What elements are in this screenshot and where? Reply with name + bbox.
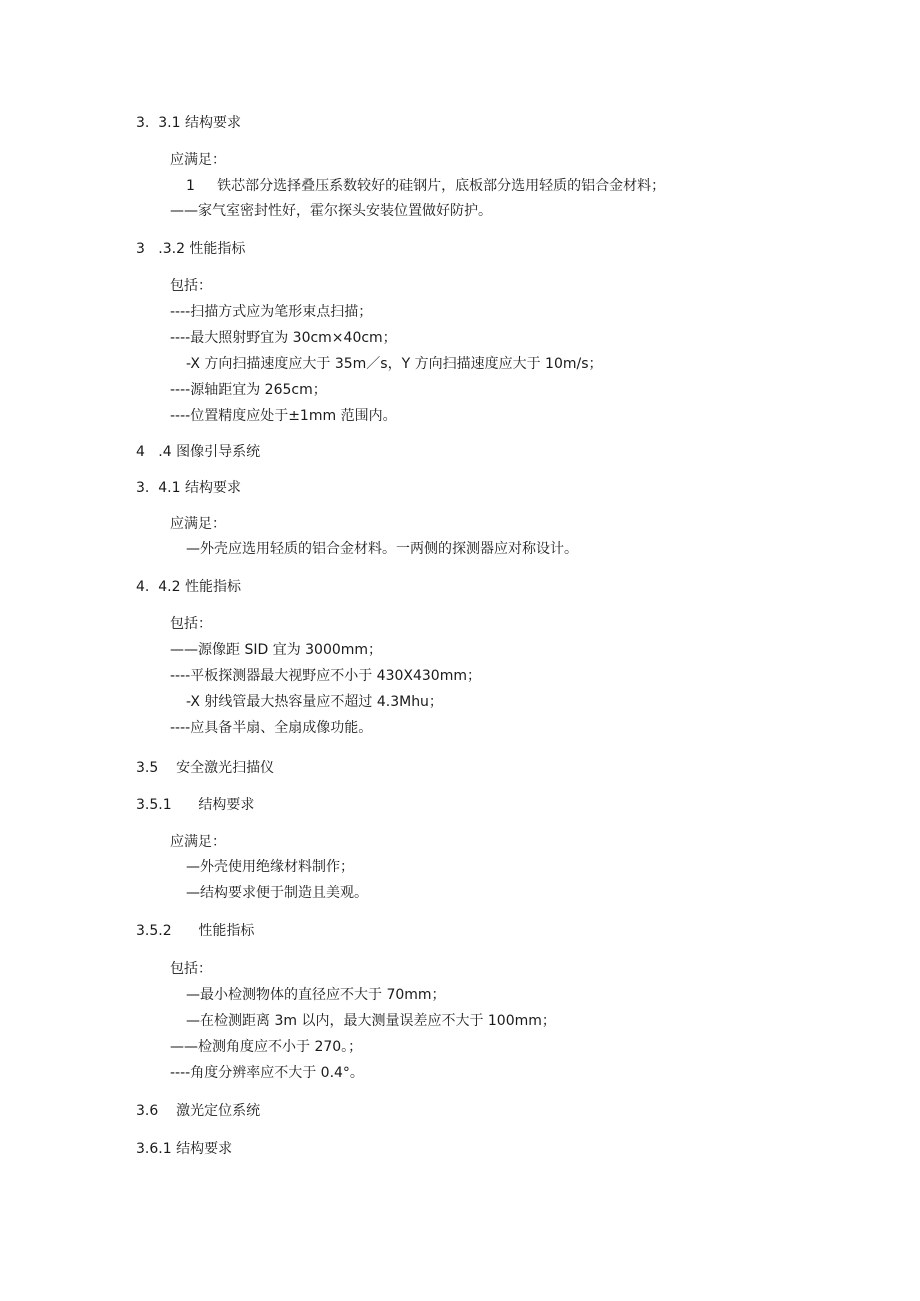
- body-line: ----应具备半扇、全扇成像功能。: [170, 720, 373, 736]
- heading-3-5-2: 3.5.2 性能指标: [136, 923, 255, 939]
- body-line: 包括：: [170, 616, 212, 632]
- heading-3-5: 3.5 安全激光扫描仪: [136, 760, 275, 776]
- body-line: ——家气室密封性好，霍尔探头安装位置做好防护。: [170, 203, 492, 219]
- body-line: ——检测角度应不小于 270。；: [170, 1039, 363, 1055]
- heading-3-5-1: 3.5.1 结构要求: [136, 797, 255, 813]
- body-line: -X 方向扫描速度应大于 35m／s，Y 方向扫描速度应大于 10m/s；: [186, 356, 603, 372]
- body-line: ----平板探测器最大视野应不小于 430X430mm；: [170, 668, 481, 684]
- heading-3-4-1: 3. 4.1 结构要求: [136, 480, 241, 496]
- body-line: —在检测距离 3m 以内，最大测量误差应不大于 100mm；: [186, 1013, 556, 1029]
- heading-3-3-2: 3 .3.2 性能指标: [136, 241, 246, 257]
- heading-3-6-1: 3.6.1 结构要求: [136, 1141, 233, 1157]
- body-line: —外壳应选用轻质的铝合金材料。一两侧的探测器应对称设计。: [186, 541, 578, 557]
- heading-3-3-1: 3. 3.1 结构要求: [136, 115, 241, 131]
- body-line: 应满足：: [170, 152, 226, 168]
- body-line: ----位置精度应处于±1mm 范围内。: [170, 408, 397, 424]
- heading-4-4: 4 .4 图像引导系统: [136, 444, 261, 460]
- body-line: 包括：: [170, 278, 212, 294]
- body-line: —外壳使用绝缘材料制作；: [186, 859, 354, 875]
- body-line: 1 铁芯部分选择叠压系数较好的硅钢片，底板部分选用轻质的铝合金材料；: [186, 178, 666, 194]
- body-line: ----最大照射野宜为 30cm×40cm；: [170, 330, 397, 346]
- body-line: ——源像距 SID 宜为 3000mm；: [170, 642, 383, 658]
- heading-3-6: 3.6 激光定位系统: [136, 1103, 261, 1119]
- heading-4-4-2: 4. 4.2 性能指标: [136, 579, 241, 595]
- body-line: 应满足：: [170, 834, 226, 850]
- body-line: 包括：: [170, 961, 212, 977]
- body-line: ----源轴距宜为 265cm；: [170, 382, 327, 398]
- body-line: ----角度分辨率应不大于 0.4°。: [170, 1065, 364, 1081]
- body-line: 应满足：: [170, 516, 226, 532]
- body-line: —结构要求便于制造且美观。: [186, 885, 368, 901]
- body-line: -X 射线管最大热容量应不超过 4.3Mhu；: [186, 694, 443, 710]
- body-line: —最小检测物体的直径应不大于 70mm；: [186, 987, 446, 1003]
- body-line: ----扫描方式应为笔形束点扫描；: [170, 304, 373, 320]
